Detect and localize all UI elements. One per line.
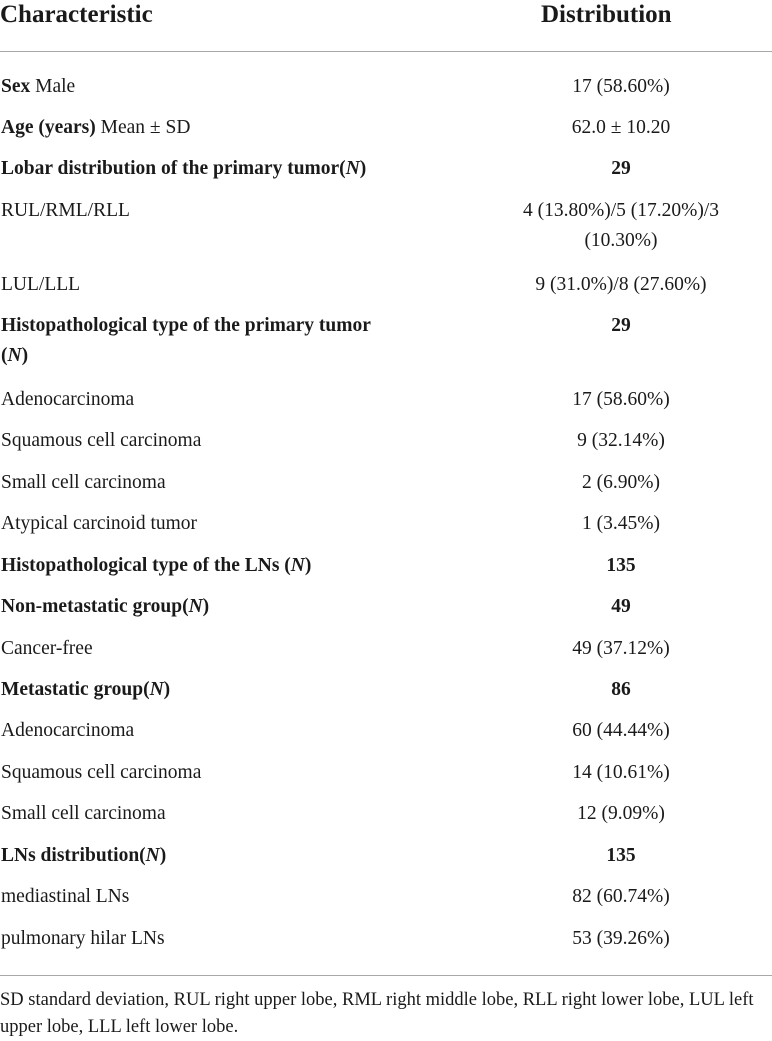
row-label-close: ) — [21, 345, 29, 366]
row-label: Small cell carcinoma — [1, 803, 166, 824]
row-n-symbol: N — [7, 345, 22, 366]
row-label: Sex — [1, 76, 31, 97]
row-label-close: ) — [202, 596, 210, 617]
row-value: 1 (3.45%) — [582, 513, 660, 534]
header-distribution: Distribution — [541, 1, 672, 28]
row-label: Squamous cell carcinoma — [1, 762, 202, 783]
row-n-symbol: N — [149, 679, 164, 700]
row-value: 2 (6.90%) — [582, 472, 660, 493]
row-label: Adenocarcinoma — [1, 389, 135, 410]
row-value: 53 (39.26%) — [572, 928, 670, 949]
row-label: Cancer-free — [1, 638, 93, 659]
row-value: 17 (58.60%) — [572, 76, 670, 97]
row-label: pulmonary hilar LNs — [1, 928, 165, 949]
row-value: 49 (37.12%) — [572, 638, 670, 659]
row-label: Histopathological type of the primary tumor — [1, 315, 371, 336]
row-label: Lobar distribution of the primary tumor( — [1, 158, 346, 179]
row-value: 49 — [611, 596, 631, 617]
row-label: Atypical carcinoid tumor — [1, 513, 198, 534]
row-value-line1: 4 (13.80%)/5 (17.20%)/3 — [522, 200, 720, 221]
row-value: 60 (44.44%) — [572, 720, 670, 741]
row-label: Squamous cell carcinoma — [1, 430, 202, 451]
row-label: LUL/LLL — [1, 274, 81, 295]
row-label-close: ) — [163, 679, 171, 700]
header-characteristic: Characteristic — [0, 1, 153, 28]
row-value: 29 — [611, 158, 631, 179]
row-value: 17 (58.60%) — [572, 389, 670, 410]
row-label-close: ) — [159, 845, 167, 866]
footer-divider — [0, 975, 772, 976]
row-n-symbol: N — [145, 845, 160, 866]
row-value: 86 — [611, 679, 631, 700]
row-n-symbol: N — [345, 158, 360, 179]
table-footnote: SD standard deviation, RUL right upper lobe, RML right middle lobe, RLL right lower lobe, LUL left upper lobe, LLL left lower lobe. — [0, 990, 754, 1037]
row-value: 9 (32.14%) — [577, 430, 665, 451]
row-value: 14 (10.61%) — [572, 762, 670, 783]
row-label: Small cell carcinoma — [1, 472, 166, 493]
row-value: 9 (31.0%)/8 (27.60%) — [535, 274, 707, 295]
row-label: Metastatic group( — [1, 679, 150, 700]
row-n-symbol: N — [290, 555, 305, 576]
row-label-open: ( — [1, 345, 8, 366]
row-label: RUL/RML/RLL — [1, 200, 130, 221]
row-label: LNs distribution( — [1, 845, 146, 866]
header-divider — [0, 51, 772, 52]
row-label-close: ) — [304, 555, 312, 576]
row-label: mediastinal LNs — [1, 886, 130, 907]
row-value: 62.0 ± 10.20 — [571, 117, 671, 138]
row-value: 82 (60.74%) — [572, 886, 670, 907]
row-sublabel: Male — [35, 76, 76, 97]
row-sublabel: Mean ± SD — [100, 117, 191, 138]
row-value: 12 (9.09%) — [577, 803, 665, 824]
row-value-line2: (10.30%) — [584, 230, 658, 251]
row-label: Adenocarcinoma — [1, 720, 135, 741]
row-label: Age (years) — [1, 117, 96, 138]
row-label-close: ) — [359, 158, 367, 179]
row-label: Non-metastatic group( — [1, 596, 189, 617]
row-label: Histopathological type of the LNs ( — [1, 555, 291, 576]
row-n-symbol: N — [188, 596, 203, 617]
table-header — [0, 0, 772, 52]
row-value: 29 — [611, 315, 631, 336]
row-value: 135 — [606, 555, 636, 576]
row-value: 135 — [606, 845, 636, 866]
